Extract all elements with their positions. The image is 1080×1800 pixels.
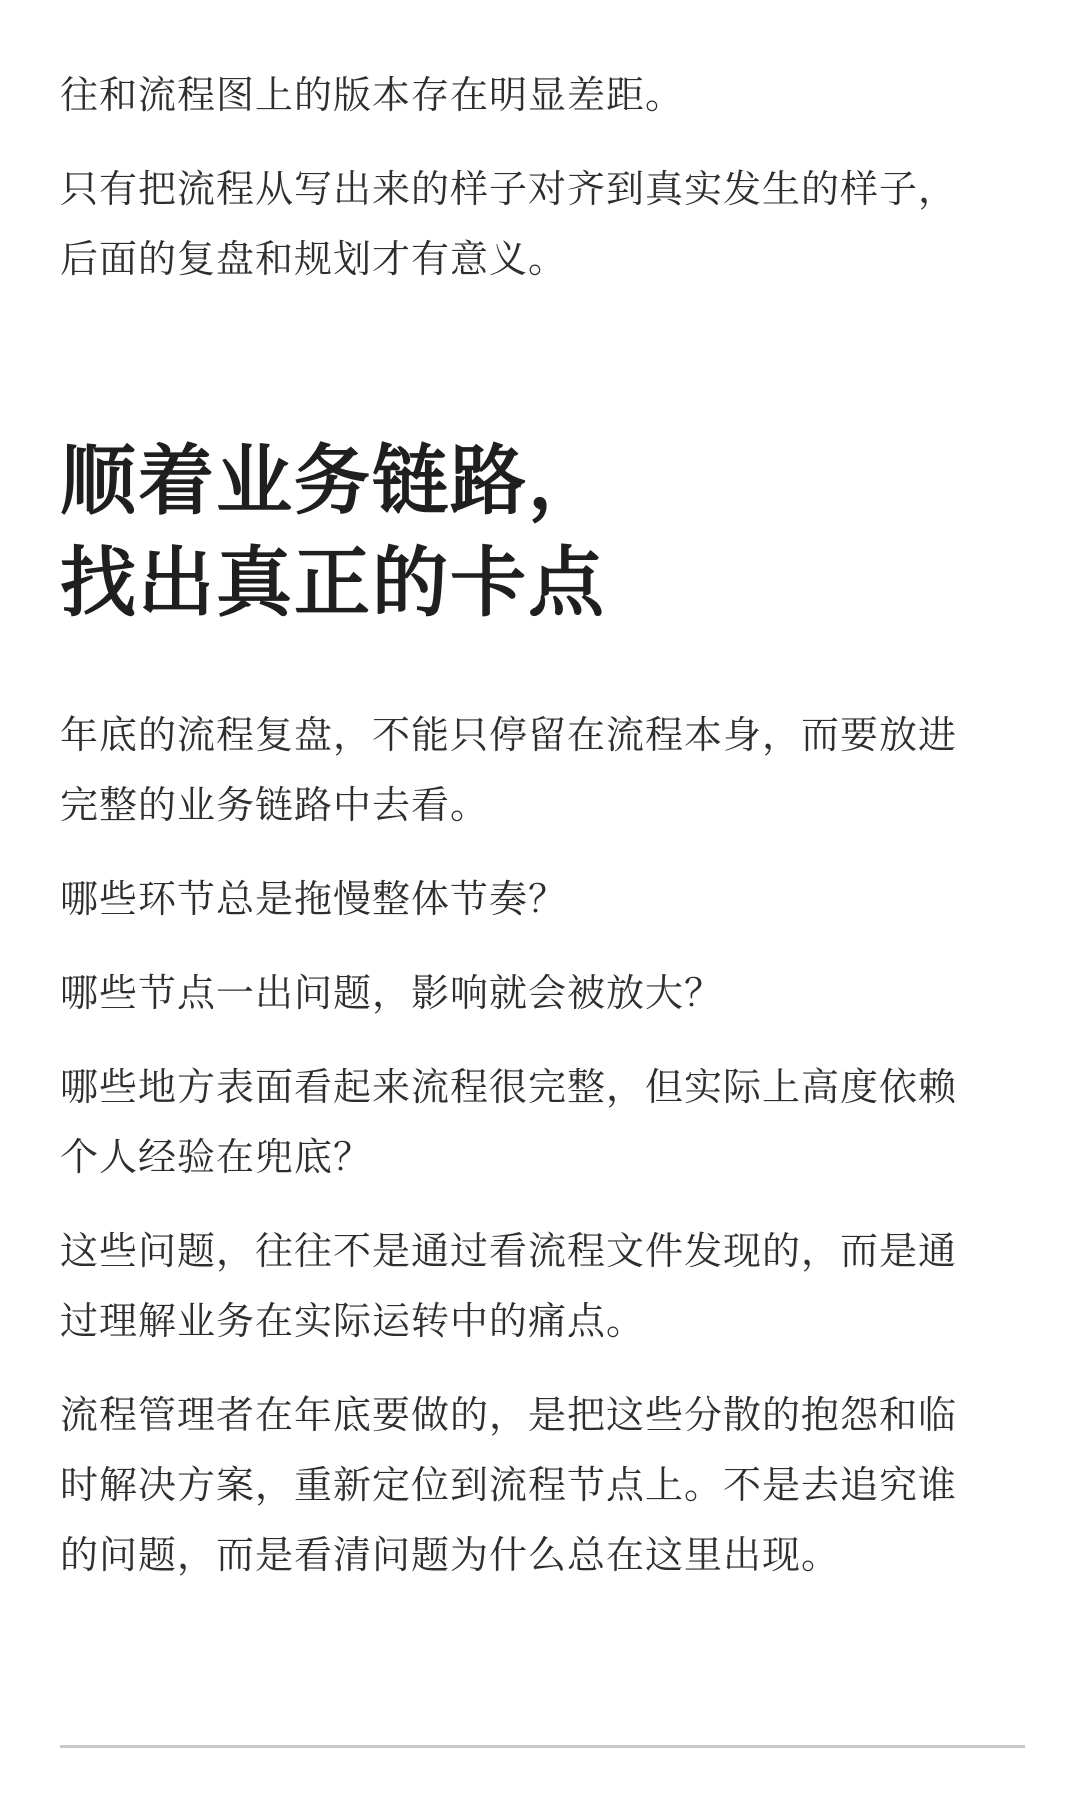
body-paragraph-4 [60,1052,1020,1192]
body-paragraph-6-line-2: 时解决方案，重新定位到流程节点上。不是去追究谁 [60,1463,958,1507]
body-paragraph-6-line-3: 的问题，而是看清问题为什么总在这里出现。 [60,1533,841,1577]
body-paragraph-6 [60,1380,1020,1590]
body-paragraph-1-line-1: 年底的流程复盘，不能只停留在流程本身，而要放进 [60,713,958,757]
body-paragraph-2 [60,864,1020,934]
body-paragraph-3 [60,958,1020,1028]
intro-paragraph-2 [60,154,1020,294]
section-heading-line-1: 顺着业务链路， [60,436,606,525]
intro-paragraph-1-text: 往和流程图上的版本存在明显差距。 [60,73,685,117]
body-paragraph-4-line-2: 个人经验在兜底？ [60,1135,373,1179]
section-heading-line-2: 找出真正的卡点 [60,538,606,627]
body-paragraph-1-line-2: 完整的业务链路中去看。 [60,783,490,827]
section-heading [60,430,1020,634]
body-paragraph-6-line-1: 流程管理者在年底要做的，是把这些分散的抱怨和临 [60,1393,958,1437]
body-paragraph-1 [60,700,1020,840]
body-paragraph-2-line-1: 哪些环节总是拖慢整体节奏？ [60,877,568,921]
body-paragraph-5-line-1: 这些问题，往往不是通过看流程文件发现的，而是通 [60,1229,958,1273]
intro-paragraph-1 [60,0,1020,130]
intro-paragraph-2-line-1: 只有把流程从写出来的样子对齐到真实发生的样子， [60,167,958,211]
body-paragraph-3-line-1: 哪些节点一出问题，影响就会被放大？ [60,971,724,1015]
body-paragraph-5 [60,1216,1020,1356]
intro-paragraph-2-line-2: 后面的复盘和规划才有意义。 [60,237,568,281]
section-body [60,700,1020,1590]
body-paragraph-5-line-2: 过理解业务在实际运转中的痛点。 [60,1299,646,1343]
section-divider [60,1745,1025,1748]
body-paragraph-4-line-1: 哪些地方表面看起来流程很完整，但实际上高度依赖 [60,1065,958,1109]
